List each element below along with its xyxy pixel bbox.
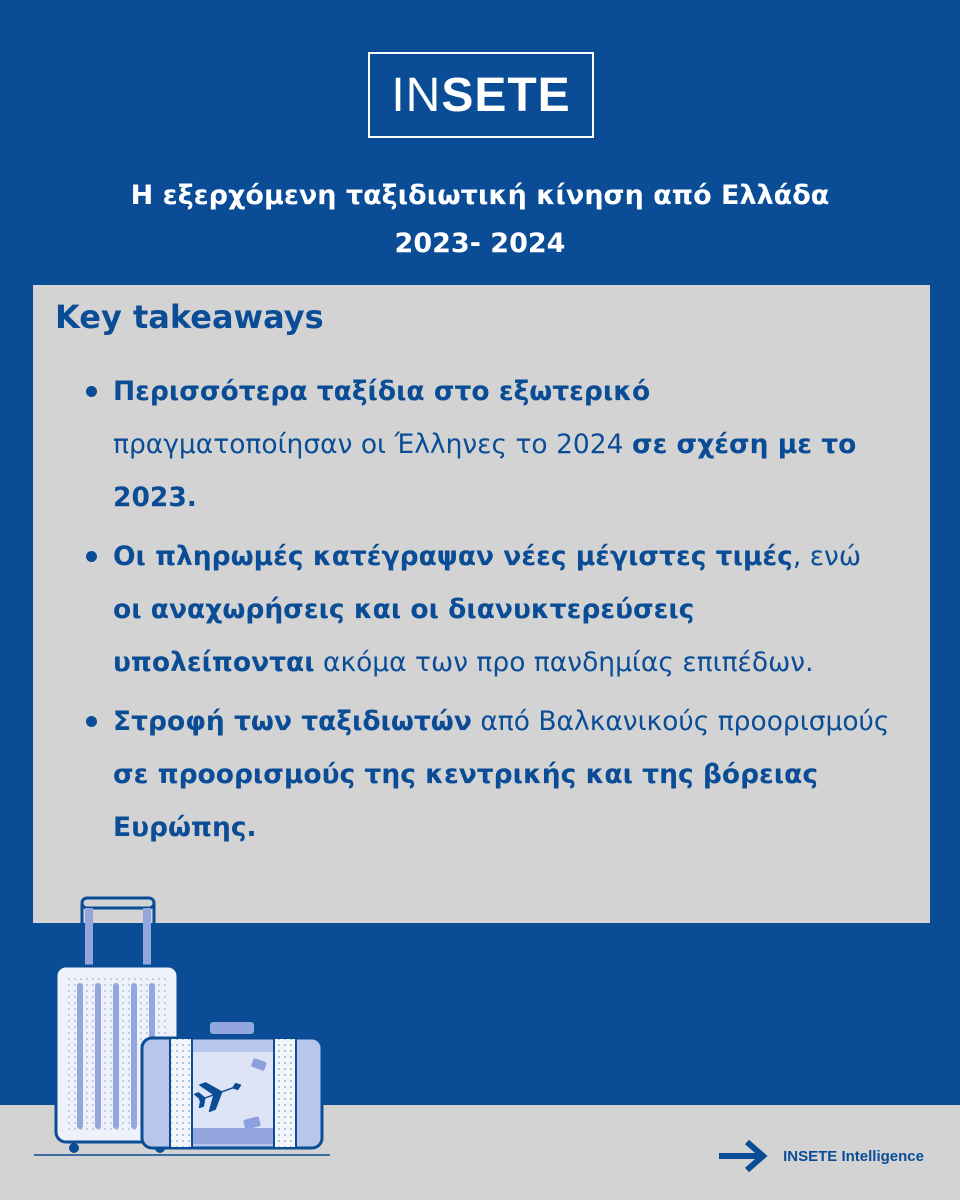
- takeaway-text-bold: Οι πληρωμές κατέγραψαν νέες μέγιστες τιμές: [113, 541, 793, 572]
- takeaway-text-bold: σε προορισμούς της κεντρικής και της βόρειας Ευρώπης.: [113, 759, 819, 843]
- takeaway-item: [33, 365, 930, 524]
- logo-text-light: IN: [391, 68, 442, 122]
- takeaway-text: ακόμα των προ πανδημίας επιπέδων.: [314, 647, 814, 678]
- panel-heading: Key takeaways: [55, 298, 324, 336]
- takeaway-text-bold: Περισσότερα ταξίδια στο εξωτερικό: [113, 376, 651, 407]
- title-line-2: 2023- 2024: [394, 228, 566, 259]
- footer-brand[interactable]: [719, 1138, 924, 1174]
- takeaway-text: από Βαλκανικούς προορισμούς: [471, 706, 890, 737]
- arrow-right-icon: [719, 1138, 771, 1174]
- title-line-1: Η εξερχόμενη ταξιδιωτική κίνηση από Ελλάδα: [130, 180, 830, 211]
- takeaway-text: πραγματοποίησαν οι Έλληνες το 2024: [113, 429, 632, 460]
- takeaway-text-bold: οι αναχωρήσεις και οι διανυκτερεύσεις υπολείπονται: [113, 594, 695, 678]
- suitcase-icon: [142, 1018, 322, 1148]
- footer-label: INSETE Intelligence: [783, 1147, 924, 1165]
- takeaway-text: , ενώ: [792, 541, 862, 572]
- takeaways-panel: [33, 285, 930, 923]
- takeaway-item: [33, 530, 930, 689]
- takeaway-text-bold: Στροφή των ταξιδιωτών: [113, 706, 472, 737]
- page-title: [0, 172, 960, 268]
- takeaway-item: [33, 695, 930, 854]
- luggage-illustration: [30, 880, 340, 1164]
- takeaway-text-bold: σε σχέση με το 2023.: [113, 429, 857, 513]
- takeaway-list: [33, 365, 930, 860]
- logo-text-bold: SETE: [441, 68, 571, 122]
- insete-logo: [368, 52, 594, 138]
